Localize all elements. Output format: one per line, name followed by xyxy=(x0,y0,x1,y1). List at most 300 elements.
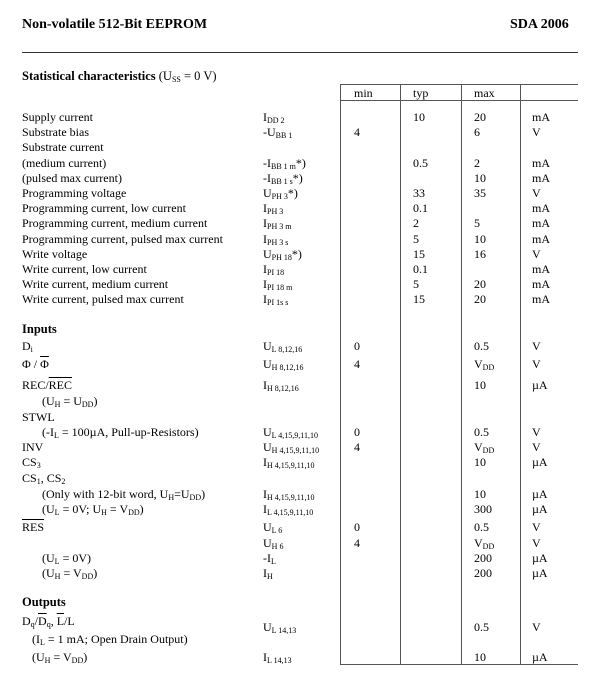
unit-text: V xyxy=(532,620,541,634)
typ-text: 33 xyxy=(413,186,425,200)
unit-text: µA xyxy=(532,487,548,501)
row-max xyxy=(474,216,480,231)
label-overline: $\overline{L}$ xyxy=(56,614,65,628)
symbol-text: U xyxy=(263,357,272,371)
label-text: = V xyxy=(50,650,72,664)
row-typ xyxy=(413,277,419,292)
unit-text: µA xyxy=(532,502,548,516)
symbol-sub: BB 1 m xyxy=(271,161,296,171)
row-typ xyxy=(413,156,428,171)
row-unit xyxy=(532,425,541,440)
row-max xyxy=(474,520,489,535)
typ-text: 5 xyxy=(413,231,419,246)
symbol-sub: H 4,15,9,11,10 xyxy=(267,461,315,470)
max-text: V xyxy=(474,357,483,371)
max-text: 10 xyxy=(474,231,486,246)
label-sub: q xyxy=(30,620,35,629)
symbol-sup: *) xyxy=(295,155,306,170)
unit-text: V xyxy=(532,246,541,261)
symbol-text: U xyxy=(263,425,272,439)
max-text: 200 xyxy=(474,551,492,565)
row-max xyxy=(474,487,486,502)
row-unit xyxy=(532,536,541,551)
label-sub: H xyxy=(54,400,61,409)
label-text: (U xyxy=(32,650,45,664)
row-max xyxy=(474,502,492,517)
symbol-sup: *) xyxy=(292,170,303,185)
symbol-sub: PI 1s s xyxy=(267,298,289,308)
max-text: 200 xyxy=(474,566,492,580)
label-text: Substrate current xyxy=(22,140,104,155)
label-sub: H xyxy=(101,508,107,517)
row-unit xyxy=(532,201,550,216)
row-unit xyxy=(532,125,541,140)
row-symbol xyxy=(263,487,314,502)
label-text: (U xyxy=(42,394,55,408)
label-text: Substrate bias xyxy=(22,125,89,140)
row-unit xyxy=(532,440,541,455)
max-text: 10 xyxy=(474,487,486,501)
row-max xyxy=(474,156,480,171)
label-text: ) xyxy=(201,487,206,501)
max-text: 2 xyxy=(474,155,480,170)
row-unit xyxy=(532,551,548,566)
max-text: 20 xyxy=(474,277,486,292)
label-text: = V xyxy=(60,566,82,580)
symbol-text: I xyxy=(263,231,267,246)
label-sub: L xyxy=(54,508,60,517)
unit-text: mA xyxy=(532,231,550,246)
unit-text: mA xyxy=(532,292,550,307)
label-text: (pulsed max current) xyxy=(22,170,122,185)
part-number: SDA 2006 xyxy=(510,17,569,32)
unit-text: mA xyxy=(532,277,550,292)
col-header-typ: typ xyxy=(413,86,429,100)
label-text: ) xyxy=(139,502,144,516)
symbol-sub: L xyxy=(271,557,276,566)
section-heading-outputs: Outputs xyxy=(22,595,66,609)
row-label xyxy=(22,216,207,231)
symbol-text: -I xyxy=(263,155,271,170)
row-symbol xyxy=(263,262,284,277)
label-text: D xyxy=(22,339,31,353)
label-text: / xyxy=(34,614,39,628)
max-text: V xyxy=(474,440,483,454)
row-unit xyxy=(532,247,541,262)
label-sub: L xyxy=(54,557,60,566)
row-label xyxy=(22,277,168,292)
symbol-sub: PI 18 xyxy=(267,268,285,277)
row-unit xyxy=(532,156,550,171)
row-max xyxy=(474,620,489,635)
max-text: 0.5 xyxy=(474,425,489,439)
symbol-sup: *) xyxy=(287,186,298,200)
unit-text: mA xyxy=(532,170,550,185)
row-label xyxy=(22,440,43,455)
row-min xyxy=(354,520,360,535)
label-text: =U xyxy=(174,487,190,501)
min-text: 0 xyxy=(354,339,360,353)
typ-text: 15 xyxy=(413,246,425,261)
label-text: = 1 mA; Open Drain Output) xyxy=(44,632,188,646)
unit-text: V xyxy=(532,425,541,439)
symbol-sub: L 14,13 xyxy=(267,656,292,665)
label-sub: DD xyxy=(71,656,84,665)
unit-text: mA xyxy=(532,216,550,231)
symbol-text: U xyxy=(263,520,272,534)
min-text: 4 xyxy=(354,536,360,550)
row-max xyxy=(474,566,492,581)
label-sub: q xyxy=(46,620,51,629)
grid-col-3 xyxy=(461,84,462,664)
row-symbol xyxy=(263,171,303,186)
row-label xyxy=(22,614,75,629)
row-label xyxy=(32,650,87,665)
row-symbol xyxy=(263,650,292,665)
row-typ xyxy=(413,110,425,125)
row-max xyxy=(474,292,486,307)
row-min xyxy=(354,440,360,455)
row-label xyxy=(42,502,144,517)
label-sub: i xyxy=(30,345,33,354)
label-text: D xyxy=(22,614,31,628)
row-typ xyxy=(413,292,425,307)
label-overline: $\overline{RES}$ xyxy=(22,520,45,534)
row-symbol xyxy=(263,425,318,440)
label-text: , xyxy=(50,614,57,628)
row-max xyxy=(474,536,494,551)
row-unit xyxy=(532,339,541,354)
max-sub: DD xyxy=(482,363,495,372)
row-unit xyxy=(532,502,548,517)
row-unit xyxy=(532,650,548,665)
row-typ xyxy=(413,262,428,277)
row-symbol xyxy=(263,455,314,470)
row-label xyxy=(22,455,41,470)
row-max xyxy=(474,110,486,125)
row-label xyxy=(22,156,106,171)
header-divider xyxy=(22,52,578,53)
symbol-text: -U xyxy=(263,125,276,140)
row-symbol xyxy=(263,216,291,231)
max-sub: DD xyxy=(482,446,495,455)
label-text: (I xyxy=(32,632,40,646)
label-text: (-I xyxy=(42,425,54,439)
label-text: CS xyxy=(22,455,37,469)
row-label xyxy=(22,232,223,247)
symbol-sub: H 4,15,9,11,10 xyxy=(267,493,315,502)
unit-text: V xyxy=(532,357,541,371)
row-label xyxy=(42,487,205,502)
label-text: (Only with 12-bit word, U xyxy=(42,487,169,501)
label-text: INV xyxy=(22,440,44,454)
min-text: 4 xyxy=(354,125,360,140)
row-label xyxy=(22,339,33,354)
row-symbol xyxy=(263,292,288,307)
min-text: 0 xyxy=(354,520,360,534)
label-text: = U xyxy=(60,394,82,408)
symbol-sub: H 8,12,16 xyxy=(271,363,304,372)
max-text: 20 xyxy=(474,110,486,124)
symbol-text: I xyxy=(263,566,267,580)
row-unit xyxy=(532,232,550,247)
symbol-text: U xyxy=(263,620,272,634)
row-max xyxy=(474,440,494,455)
label-sub: DD xyxy=(81,572,94,581)
row-symbol xyxy=(263,156,306,171)
label-sub: 2 xyxy=(61,477,66,486)
symbol-text: I xyxy=(263,292,267,307)
row-unit xyxy=(532,620,541,635)
row-label xyxy=(22,110,93,125)
row-max xyxy=(474,247,486,262)
row-symbol xyxy=(263,536,283,551)
row-typ xyxy=(413,186,425,201)
row-symbol xyxy=(263,110,285,125)
label-text: ) xyxy=(93,394,98,408)
row-typ xyxy=(413,232,419,247)
row-max xyxy=(474,378,486,393)
label-text: Programming voltage xyxy=(22,186,127,200)
row-symbol xyxy=(263,232,288,247)
symbol-sub: BB 1 xyxy=(275,131,293,141)
symbol-sub: PI 18 m xyxy=(267,283,293,293)
label-sub: DD xyxy=(189,493,202,502)
row-symbol xyxy=(263,502,313,517)
max-text: 6 xyxy=(474,125,480,140)
row-symbol xyxy=(263,520,282,535)
label-overline: $\overline{\Phi}$ xyxy=(40,357,49,371)
label-overline: $\overline{REC}$ xyxy=(48,378,73,392)
label-overline: $\overline{D}$ xyxy=(38,614,47,628)
row-label xyxy=(42,425,199,440)
row-symbol xyxy=(263,186,298,201)
label-text: = V xyxy=(106,502,129,516)
row-unit xyxy=(532,378,548,393)
row-typ xyxy=(413,247,425,262)
unit-text: V xyxy=(532,520,541,534)
max-text: 10 xyxy=(474,455,486,469)
row-symbol xyxy=(263,620,296,635)
unit-text: mA xyxy=(532,262,550,276)
table-bottom-rule xyxy=(340,664,578,665)
row-max xyxy=(474,425,489,440)
unit-text: µA xyxy=(532,378,548,392)
row-symbol xyxy=(263,378,299,393)
row-label xyxy=(22,378,72,393)
unit-text: µA xyxy=(532,650,548,664)
symbol-text: I xyxy=(263,216,267,231)
symbol-sub: L 4,15,9,11,10 xyxy=(271,431,318,440)
row-min xyxy=(354,339,360,354)
row-max xyxy=(474,357,494,372)
unit-text: mA xyxy=(532,201,550,216)
label-text: = 100µA, Pull-up-Resistors) xyxy=(58,425,199,439)
row-label xyxy=(22,471,65,486)
max-text: 0.5 xyxy=(474,520,489,534)
row-label xyxy=(22,292,184,307)
symbol-sub: PH 3 s xyxy=(267,237,289,247)
symbol-sub: PH 3 m xyxy=(267,222,292,232)
label-text: = 0V) xyxy=(59,551,91,565)
label-sub: H xyxy=(168,493,175,502)
grid-col-2 xyxy=(400,84,401,664)
label-text: Write voltage xyxy=(22,246,88,261)
row-unit xyxy=(532,357,541,372)
unit-text: mA xyxy=(532,110,550,124)
row-unit xyxy=(532,566,548,581)
row-max xyxy=(474,455,486,470)
label-sub: L xyxy=(54,431,59,440)
symbol-text: I xyxy=(263,502,267,516)
row-typ xyxy=(413,216,419,231)
row-unit xyxy=(532,186,541,201)
symbol-sub: H 4,15,9,11,10 xyxy=(271,446,320,455)
label-text: Write current, medium current xyxy=(22,277,169,292)
max-text: 0.5 xyxy=(474,339,489,353)
symbol-text: I xyxy=(263,262,267,276)
symbol-sub: H 6 xyxy=(271,542,284,551)
symbol-text: I xyxy=(263,110,267,124)
row-min xyxy=(354,125,360,140)
row-label xyxy=(42,566,97,581)
symbol-sub: L 8,12,16 xyxy=(271,345,303,354)
row-max xyxy=(474,277,486,292)
row-max xyxy=(474,232,486,247)
label-sub: DD xyxy=(128,508,140,517)
max-text: 35 xyxy=(474,186,486,200)
row-label xyxy=(22,262,147,277)
label-text: Programming current, medium current xyxy=(22,216,208,231)
unit-text: V xyxy=(532,536,541,550)
unit-text: V xyxy=(532,186,541,200)
max-text: 20 xyxy=(474,292,486,307)
typ-text: 10 xyxy=(413,110,425,124)
symbol-sub: L 4,15,9,11,10 xyxy=(267,508,314,517)
label-text: Φ / xyxy=(22,357,41,371)
typ-text: 5 xyxy=(413,277,419,292)
label-text: Write current, low current xyxy=(22,262,147,276)
symbol-text: I xyxy=(263,650,267,664)
row-max xyxy=(474,551,492,566)
row-max xyxy=(474,125,480,140)
label-sub: 3 xyxy=(36,461,41,470)
label-text: STWL xyxy=(22,410,55,424)
col-header-max: max xyxy=(474,86,495,100)
label-text: (U xyxy=(42,566,55,580)
row-label xyxy=(42,551,91,566)
unit-text: mA xyxy=(532,155,550,170)
row-max xyxy=(474,171,486,186)
typ-text: 15 xyxy=(413,292,425,307)
doc-title: Non-volatile 512-Bit EEPROM xyxy=(22,17,208,32)
row-min xyxy=(354,536,360,551)
row-max xyxy=(474,186,486,201)
col-header-min: min xyxy=(354,86,373,100)
row-min xyxy=(354,425,360,440)
row-unit xyxy=(532,110,550,125)
label-text: /L xyxy=(64,614,75,628)
label-text: = 0V; U xyxy=(59,502,102,516)
row-label xyxy=(22,357,49,372)
symbol-text: I xyxy=(263,201,267,216)
symbol-sub: H 8,12,16 xyxy=(267,384,299,393)
symbol-text: I xyxy=(263,487,267,501)
section-heading-statistical: Statistical characteristics ($U_{SS} = 0$ V) xyxy=(22,69,217,84)
symbol-sub: L 14,13 xyxy=(271,626,297,635)
row-min xyxy=(354,357,360,372)
grid-col-1 xyxy=(340,84,341,664)
label-text: (medium current) xyxy=(22,155,107,170)
row-max xyxy=(474,650,486,665)
max-text: 10 xyxy=(474,650,486,664)
label-text: (U xyxy=(42,502,55,516)
symbol-text: U xyxy=(263,339,272,353)
typ-text: 0.1 xyxy=(413,201,428,216)
label-text: REC/ xyxy=(22,378,49,392)
label-sub: DD xyxy=(81,400,94,409)
grid-col-4 xyxy=(520,84,521,664)
row-label xyxy=(22,247,87,262)
row-label xyxy=(42,394,97,409)
symbol-sub: PH 3 xyxy=(271,192,288,201)
unit-text: V xyxy=(532,440,541,454)
symbol-sub: PH 3 xyxy=(267,207,284,217)
min-text: 0 xyxy=(354,425,360,439)
label-text: (U xyxy=(42,551,55,565)
symbol-text: -I xyxy=(263,551,271,565)
max-text: 16 xyxy=(474,246,486,261)
typ-text: 0.1 xyxy=(413,262,428,276)
typ-text: 2 xyxy=(413,216,419,231)
symbol-sub: BB 1 s xyxy=(271,176,293,186)
label-text: Write current, pulsed max current xyxy=(22,292,184,307)
row-label xyxy=(22,140,104,155)
table-top-rule xyxy=(340,84,578,85)
unit-text: V xyxy=(532,125,541,140)
label-sub: L xyxy=(40,638,45,647)
row-label xyxy=(32,632,188,647)
max-text: 5 xyxy=(474,216,480,231)
max-text: V xyxy=(474,536,483,550)
row-unit xyxy=(532,216,550,231)
row-symbol xyxy=(263,551,276,566)
label-text: Programming current, low current xyxy=(22,201,186,216)
min-text: 4 xyxy=(354,440,360,454)
row-unit xyxy=(532,487,548,502)
label-text: CS xyxy=(22,471,37,485)
symbol-text: U xyxy=(263,186,272,200)
row-typ xyxy=(413,201,428,216)
row-unit xyxy=(532,520,541,535)
row-unit xyxy=(532,171,550,186)
row-symbol xyxy=(263,566,273,581)
symbol-text: U xyxy=(263,536,272,550)
typ-text: 0.5 xyxy=(413,155,428,170)
label-text: ) xyxy=(83,650,88,664)
symbol-text: I xyxy=(263,378,267,392)
max-text: 300 xyxy=(474,502,492,516)
row-label xyxy=(22,186,126,201)
max-text: 0.5 xyxy=(474,620,489,634)
row-symbol xyxy=(263,440,319,455)
symbol-sup: *) xyxy=(291,246,302,261)
symbol-sub: DD 2 xyxy=(267,116,285,125)
row-symbol xyxy=(263,247,302,262)
row-symbol xyxy=(263,357,303,372)
row-label xyxy=(22,125,89,140)
label-text: Programming current, pulsed max current xyxy=(22,231,223,246)
